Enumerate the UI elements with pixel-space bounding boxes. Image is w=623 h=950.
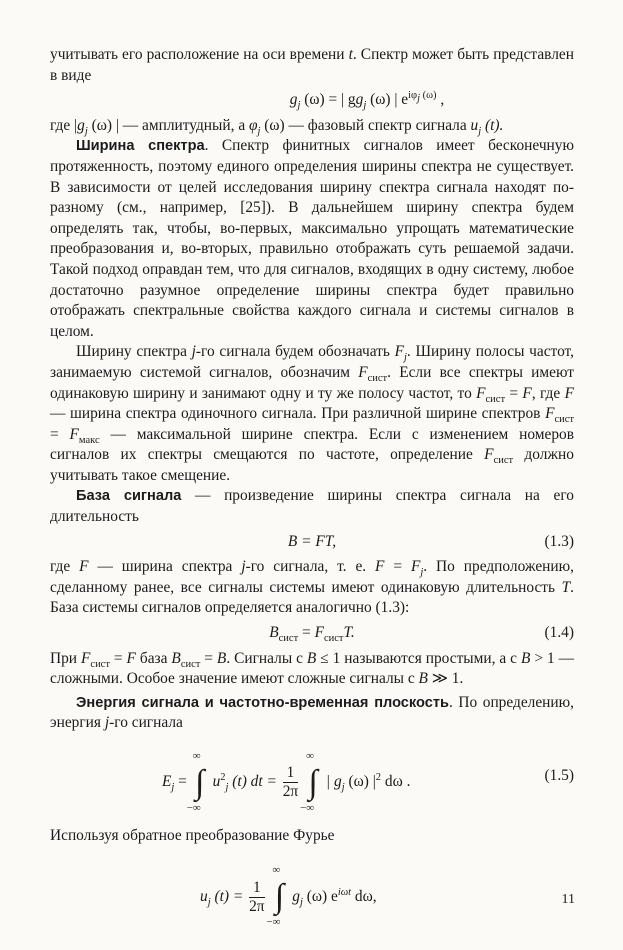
page-body	[50, 45, 574, 933]
fraction-1-over-2pi: $\frac{1}{2\pi}$	[249, 878, 265, 915]
formula-inverse-fourier: $u_j$ (t) = $\frac{1}{2\pi}$ ∞ ∫ −∞ $g_j$ (ω) $e^{i\omega t}$ dω,	[200, 864, 377, 929]
paragraph-inverse-fourier: Используя обратное преобразование Фурье	[50, 827, 335, 844]
paragraph-band-notation: Ширину спектра j-го сигнала будем обозначать $F_j$. Ширину полосы частот, занимаемую системой сигналов, обозначим $F_{сист}$. Если все спектры имеют одинаковую ширину и занимают одну и ту же полосу частот, то $F_{сист} = F$, где F — ширина спектра одиночного сигнала. При различной ширине спектров $F_{сист} = F_{макс}$ — максимальной ширине спектра. Если с изменением номеров сигналов их спектры смещаются по частоте, определение $F_{сист}$ должно учитывать такое смещение.	[50, 343, 574, 484]
heading-spectrum-width: Ширина спектра	[76, 138, 205, 155]
paragraph-base-definition: где F — ширина спектра j-го сигнала, т. е. $F = F_j$. По предположению, сделанному ранее, все сигналы системы имеют одинаковую длительность T. База системы сигналов определяется аналогично (1.3):	[50, 558, 574, 617]
paragraph-amplitude-phase: где $|g_j$ (ω) | — амплитудный, а $\varphi_j$ (ω) — фазовый спектр сигнала $u_j$ (t).	[50, 116, 504, 137]
equation-number-1-4: (1.4)	[544, 624, 574, 642]
formula-spectrum: $g_j$ (ω) = | $gg_j$ (ω) | $e^{i\varphi_j (\omega)}$ ,	[289, 90, 445, 112]
integral-sign: ∞ ∫ −∞	[300, 749, 318, 814]
formula-1-4: $B_{сист} = F_{сист}T$. (1.4)	[269, 624, 574, 645]
paragraph-intro: учитывать его расположение на оси времени t. Спектр может быть представлен в виде	[50, 46, 574, 84]
integral-sign: ∞ ∫ −∞	[186, 749, 205, 814]
section-signal-energy: Энергия сигнала и частотно-временная плоскость. По определению, энергия j-го сигнала	[50, 693, 574, 732]
heading-signal-base: База сигнала	[76, 488, 182, 505]
fraction-1-over-2pi: $\frac{1}{2\pi}$	[282, 764, 299, 800]
section-signal-base: База сигнала — произведение ширины спектра сигнала на его длительность	[50, 487, 574, 526]
section-spectrum-width: Ширина спектра. Спектр финитных сигналов имеет бесконечную протяженность, поэтому единого определения ширины спектра не существует. В зависимости от целей исследования ширину спектра сигнала находят по-разному (см., например, [25]). В дальнейшем ширину спектра будем определять так, чтобы, во-первых, максимально упрощать математические преобразования и, во-вторых, правильно отображать суть решаемой задачи. Такой подход оправдан тем, что для сигналов, входящих в одну систему, любое достаточно разумное определение ширины спектра будет правильно отображать спектральные свойства каждого сигнала и системы сигналов в целом.	[50, 137, 574, 340]
integral-sign: ∞ ∫ −∞	[266, 864, 285, 929]
equation-number-1-5: (1.5)	[544, 767, 574, 784]
page-number: 11	[561, 892, 575, 907]
formula-1-3: B = FT, (1.3)	[50, 532, 574, 553]
heading-signal-energy: Энергия сигнала и частотно-временная плоскость	[76, 694, 449, 711]
equation-number-1-3: (1.3)	[544, 532, 574, 550]
formula-1-5: $E_j$ = ∞ ∫ −∞ $u^2_j$ (t) dt = $\frac{1}{2\pi}$ ∞ ∫ −∞ | $g_j$ (ω) $|^2$ dω . (1.5)	[162, 749, 574, 814]
paragraph-simple-complex: При $F_{сист} = F$ база $B_{сист} = B$. Сигналы с B ≤ 1 называются простыми, а с B > 1 — сложными. Особое значение имеют сложные сигналы с B ≫ 1.	[50, 649, 574, 688]
